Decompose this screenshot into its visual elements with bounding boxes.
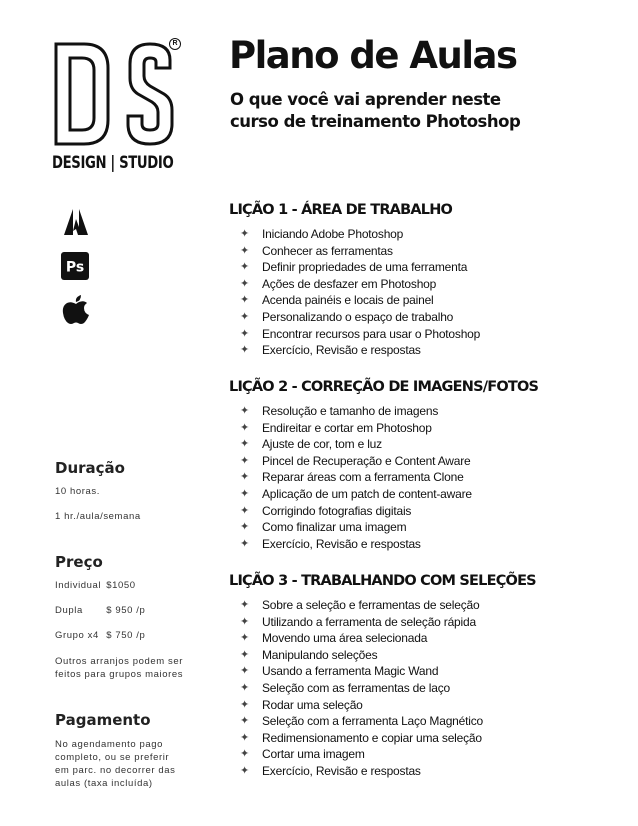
price-row [55,630,185,641]
list-item [229,630,619,647]
list-item [229,647,619,664]
price-row [55,580,185,591]
price-heading: Preço [55,553,103,571]
payment-heading: Pagamento [55,711,151,729]
list-item [229,453,619,470]
list-item [229,469,619,486]
lesson-1 [229,202,619,359]
topic-text: Acenda painéis e locais de painel [262,293,434,308]
list-item [229,697,619,714]
star-bullet-icon: ✦ [240,421,250,434]
lesson-topics [229,226,619,359]
topic-text: Exercício, Revisão e respostas [262,343,421,358]
lesson-3 [229,573,619,780]
price-amount: $ 750 /p [106,630,146,641]
duration-hours: 10 horas. [55,486,101,497]
list-item [229,536,619,553]
list-item [229,713,619,730]
star-bullet-icon: ✦ [240,438,250,451]
topic-text: Redimensionamento e copiar uma seleção [262,730,482,745]
page-subtitle: O que você vai aprender neste curso de treinamento Photoshop [230,90,521,131]
list-item [229,614,619,631]
star-bullet-icon: ✦ [240,599,250,611]
list-item [229,309,619,326]
star-bullet-icon: ✦ [240,764,250,777]
topic-text: Ajuste de cor, tom e luz [262,437,382,452]
star-bullet-icon: ✦ [240,648,250,661]
topic-text: Aplicação de um patch de content-aware [262,486,472,501]
lesson-topics [229,597,619,780]
topic-text: Reparar áreas com a ferramenta Clone [262,470,464,485]
topic-text: Seleção com a ferramenta Laço Magnético [262,714,483,729]
list-item [229,663,619,680]
list-item [229,420,619,437]
duration-section [55,459,185,536]
page-title: Plano de Aulas [229,34,517,77]
star-bullet-icon: ✦ [240,698,250,711]
star-bullet-icon: ✦ [240,487,250,500]
svg-text:Ps: Ps [65,259,85,276]
star-bullet-icon: ✦ [240,471,250,484]
topic-text: Pincel de Recuperação e Content Aware [262,453,471,468]
topic-text: Iniciando Adobe Photoshop [262,227,404,241]
topic-text: Endireitar e cortar em Photoshop [262,420,432,435]
star-bullet-icon: ✦ [240,454,250,467]
topic-text: Utilizando a ferramenta de seleção rápida [262,614,476,629]
star-bullet-icon: ✦ [240,665,250,678]
list-item [229,519,619,536]
star-bullet-icon: ✦ [240,344,250,357]
photoshop-icon [61,252,89,280]
list-item [229,746,619,763]
lesson-title: LIÇÃO 1 - ÁREA DE TRABALHO [229,202,453,218]
topic-text: Sobre a seleção e ferramentas de seleção [262,598,480,612]
topic-text: Usando a ferramenta Magic Wand [262,664,439,679]
star-bullet-icon: ✦ [240,731,250,744]
star-bullet-icon: ✦ [240,715,250,728]
star-bullet-icon: ✦ [240,327,250,340]
star-bullet-icon: ✦ [240,310,250,323]
payment-note: No agendamento pago completo, ou se preferir em parc. no decorrer das aulas (taxa incluída) [55,739,176,789]
topic-text: Exercício, Revisão e respostas [262,763,421,778]
list-item [229,259,619,276]
topic-text: Manipulando seleções [262,647,378,662]
star-bullet-icon: ✦ [240,632,250,645]
topic-text: Ações de desfazer em Photoshop [262,276,437,291]
lesson-2 [229,379,619,552]
registered-mark-icon: R [169,38,181,50]
topic-text: Resolução e tamanho de imagens [262,404,439,418]
lesson-title: LIÇÃO 2 - CORREÇÃO DE IMAGENS/FOTOS [229,379,539,395]
star-bullet-icon: ✦ [240,244,250,257]
list-item [229,486,619,503]
list-item [229,403,619,420]
price-label: Grupo x4 [55,630,99,641]
price-note: Outros arranjos podem ser feitos para grupos maiores [55,656,184,680]
duration-heading: Duração [55,459,125,477]
star-bullet-icon: ✦ [240,294,250,307]
star-bullet-icon: ✦ [240,521,250,534]
price-section [55,553,185,681]
star-bullet-icon: ✦ [240,748,250,761]
topic-text: Exercício, Revisão e respostas [262,536,421,551]
topic-text: Conhecer as ferramentas [262,243,393,258]
price-amount: $1050 [106,580,136,591]
topic-text: Como finalizar uma imagem [262,520,407,535]
payment-section [55,711,185,790]
topic-text: Personalizando o espaço de trabalho [262,309,454,324]
topic-text: Seleção com as ferramentas de laço [262,680,450,695]
price-row [55,605,185,616]
list-item [229,763,619,780]
topic-text: Cortar uma imagem [262,747,365,762]
topic-text: Movendo uma área selecionada [262,631,428,646]
topic-text: Definir propriedades de uma ferramenta [262,260,468,275]
topic-text: Encontrar recursos para usar o Photoshop [262,326,481,341]
star-bullet-icon: ✦ [240,537,250,550]
topic-text: Corrigindo fotografias digitais [262,503,412,518]
lesson-topics [229,403,619,552]
brand-tagline: DESIGN | STUDIO [52,153,174,173]
star-bullet-icon: ✦ [240,228,250,240]
list-item [229,276,619,293]
price-amount: $ 950 /p [106,605,146,616]
apple-icon [61,293,91,325]
list-item [229,730,619,747]
list-item [229,503,619,520]
list-item [229,342,619,359]
star-bullet-icon: ✦ [240,277,250,290]
star-bullet-icon: ✦ [240,681,250,694]
list-item [229,226,619,243]
list-item [229,292,619,309]
price-label: Individual [55,580,102,591]
lesson-title: LIÇÃO 3 - TRABALHANDO COM SELEÇÕES [229,573,536,589]
adobe-icon [61,207,91,237]
star-bullet-icon: ✦ [240,261,250,274]
star-bullet-icon: ✦ [240,615,250,628]
list-item [229,597,619,614]
list-item [229,680,619,697]
price-label: Dupla [55,605,83,616]
star-bullet-icon: ✦ [240,405,250,417]
list-item [229,243,619,260]
topic-text: Rodar uma seleção [262,697,363,712]
duration-frequency: 1 hr./aula/semana [55,511,141,522]
list-item [229,326,619,343]
list-item [229,436,619,453]
star-bullet-icon: ✦ [240,504,250,517]
